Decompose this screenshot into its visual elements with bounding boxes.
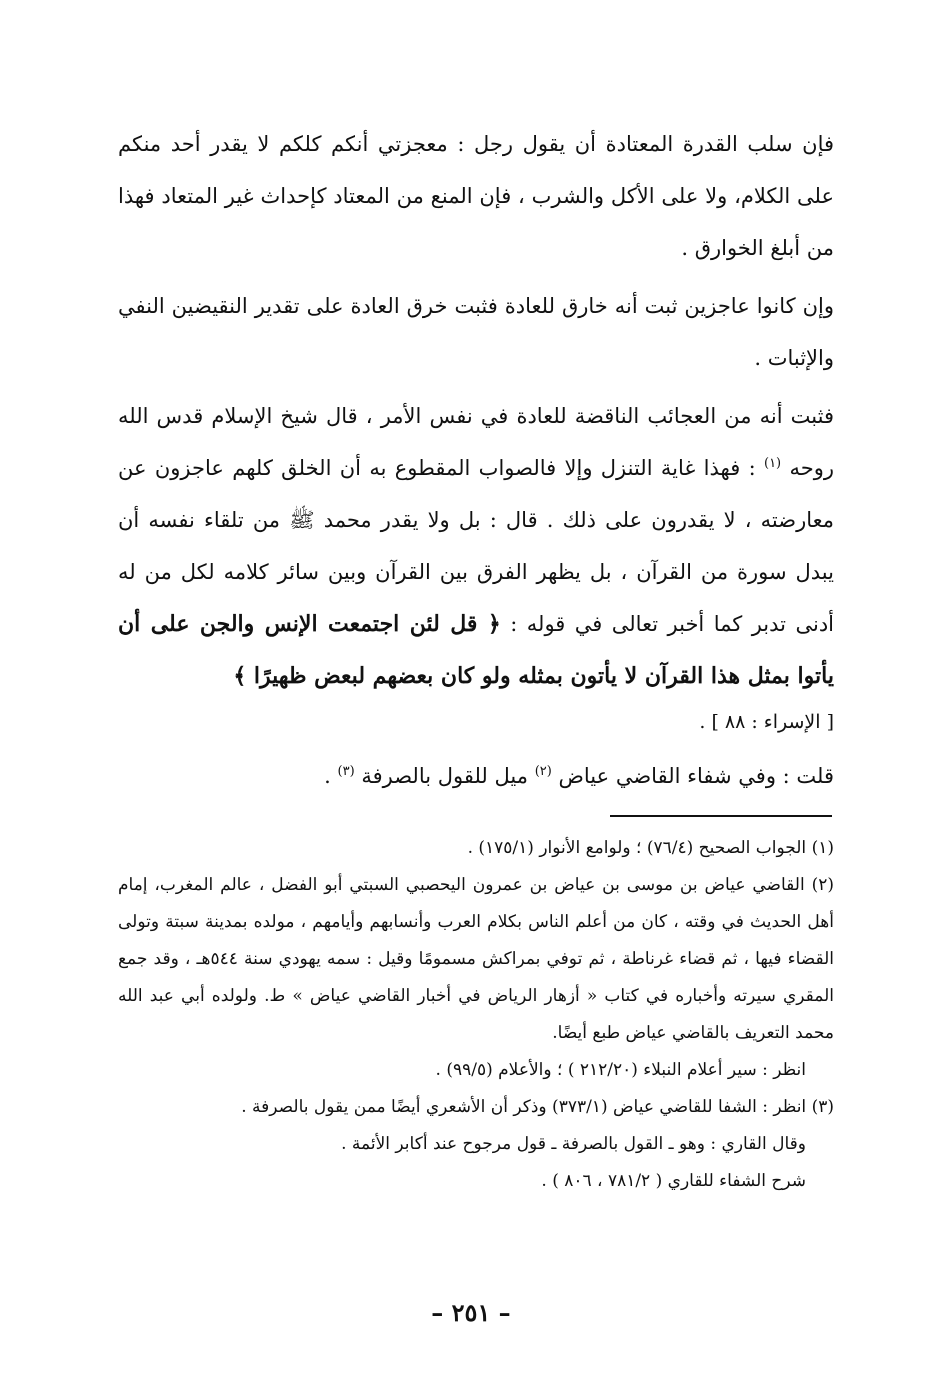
paragraph-1: فإن سلب القدرة المعتادة أن يقول رجل : معجزتي أنكم كلكم لا يقدر أحد منكم على الكلام، ولا على الأكل والشرب ، فإن المنع من المعتاد كإحداث غير المتعاد فهذا من أبلغ الخوارق . <box>118 132 834 260</box>
footnote-1-text: الجواب الصحيح (٧٦/٤) ؛ ولوامع الأنوار (١٧٥/١) . <box>467 838 807 858</box>
footnote-3 <box>118 1089 834 1126</box>
footnote-3-number: (٣) <box>811 1097 834 1117</box>
footnote-2-number: (٢) <box>811 875 835 895</box>
footnote-3-line-2: وقال القاري : وهو ـ القول بالصرفة ـ قول مرجوح عند أكابر الأئمة . <box>341 1134 806 1154</box>
paragraph-3 <box>118 390 834 702</box>
footnote-divider <box>610 815 832 817</box>
paragraph-3-start: فثبت أنه من العجائب الناقضة للعادة في نفس الأمر ، قال شيخ الإسلام قدس الله روحه <box>118 404 834 480</box>
paragraph-4-middle: ميل للقول بالصرفة <box>361 764 528 788</box>
footnote-2-text: القاضي عياض بن موسى بن عياض بن عمرون اليحصبي السبتي أبو الفضل ، عالم المغرب، إمام أهل الحديث في وقته ، كان من أعلم الناس بكلام العرب وأنسابهم وأيامهم ، مولده بمدينة سبتة وتولى القضاء فيها ، ثم قضاء غرناطة ، ثم توفي بمراكش مسمومًا وقيل : سمه يهودي سنة ٥٤٤هـ ، وقد جمع المقري سيرته وأخباره في كتاب « أزهار الرياض في أخبار القاضي عياض » ط. ولولده أبي عبد الله محمد التعريف بالقاضي عياض طبع أيضًا. <box>118 875 834 1043</box>
footnote-1-number: (١) <box>811 838 834 858</box>
paragraph-3-body: : فهذا غاية التنزل وإلا فالصواب المقطوع به أن الخلق كلهم عاجزون عن معارضته ، لا يقدرون على ذلك . قال : بل ولا يقدر محمد ﷺ من تلقاء نفسه أن يبدل سورة من القرآن ، بل يظهر الفرق بين القرآن وبين سائر كلامه لكل من له أدنى تدبر كما أخبر تعالى في قوله : <box>118 456 835 636</box>
paragraph-2: وإن كانوا عاجزين ثبت أنه خارق للعادة فثبت خرق العادة على تقدير النقيضين النفي والإثبات . <box>118 294 834 370</box>
paragraph-4-start: قلت : وفي شفاء القاضي عياض <box>558 764 834 788</box>
footnote-2-see: انظر : سير أعلام النبلاء (٢١٢/٢٠ ) ؛ والأعلام (٩٩/٥) . <box>435 1060 806 1080</box>
page-number: – ٢٥١ – <box>431 1298 511 1327</box>
paragraph-4 <box>118 750 834 802</box>
footnote-2 <box>118 867 834 1052</box>
footnotes <box>118 830 834 1200</box>
main-text <box>118 118 834 808</box>
quran-quote: ﴿ قل لئن اجتمعت الإنس والجن على أن يأتوا بمثل هذا القرآن لا يأتون بمثله ولو كان بعضهم لبعض ظهيرًا ﴾ <box>118 611 834 689</box>
paragraph-4-end: . <box>324 764 331 788</box>
footnote-3-line-3: شرح الشفاء للقاري ( ٧٨١/٢ ، ٨٠٦ ) . <box>541 1171 806 1191</box>
footnote-ref-2[interactable]: (٢) <box>534 764 552 779</box>
footnote-3-text: انظر : الشفا للقاضي عياض (٣٧٣/١) وذكر أن الأشعري أيضًا ممن يقول بالصرفة . <box>241 1097 807 1117</box>
footnote-1 <box>118 830 834 867</box>
quran-reference: [ الإسراء : ٨٨ ] . <box>699 711 834 733</box>
footnote-ref-1[interactable]: (١) <box>763 456 782 471</box>
footnote-ref-3[interactable]: (٣) <box>337 764 355 779</box>
